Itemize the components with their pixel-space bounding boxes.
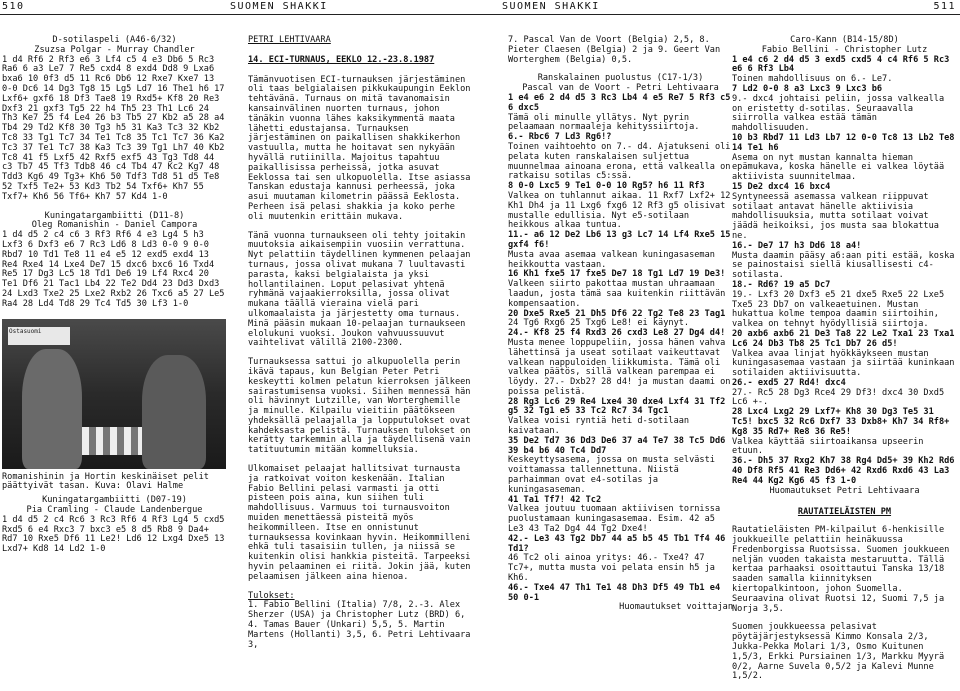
game-comment: 46 Tc2 oli ainoa yritys: 46.- Txe4? 47 Tc7+, mutta musta voi pelata ensin h5 ja Kh6. xyxy=(508,553,715,584)
game-comment: Asema on nyt mustan kannalta hieman epämukava, koska hänelle ei valkea löytää aktiivista suunnitelmaa. xyxy=(732,152,945,183)
game-comment: 9.- dxc4 johtaisi peliin, jossa valkealla on eristetty d-sotilas. Seuraavalla siirrolla valkea estää tämän mahdollisuuden. xyxy=(732,93,945,134)
article-paragraph: Suomen joukkueessa pelasivat pöytäjärjestyksessä Kimmo Konsala 2/3, Jukka-Pekka Molari 1/3, Osmo Kuitunen 1,5/3, Erkki Pursiainen 1/3, Markku Myyrä 0/2, Aarne Suvela 0,5/2 ja Kalevi Munne 1,5/2. xyxy=(732,622,950,682)
game-players: Pia Cramling - Claude Landenbergue xyxy=(26,504,203,515)
results-line: 4. Tamas Bauer (Unkari) 5,5, 5. Martin Martens (Hollanti) 3,5, 6. Petri Lehtivaara 3, xyxy=(248,620,471,650)
results-heading: Tulokset: xyxy=(248,590,295,601)
game-title: Ranskalainen puolustus (C17-1/3) xyxy=(537,73,704,84)
page-number: 510 xyxy=(2,1,25,12)
game-moves: 15 De2 dxc4 16 bxc4 xyxy=(732,181,831,192)
section-heading: RAUTATIELÄISTEN PM xyxy=(797,507,892,518)
photo-credit: Kuva: Olavi Halme xyxy=(95,481,184,492)
article-paragraph: Rautatieläisten PM-kilpailut 6-henkisille joukkueille pelattiin heinäkuussa Fredenborgissa Ruotsissa. Suomen joukkueen neljän vuoden takaista mestaruutta. Tällä kertaa parhaaksi osoittautui Tanska 13/18 saaden samalla kiinnityksen kiertopalkintoon, johon Suomella. Seuraavina olivat Ruotsi 12, Suomi 7,5 ja Norja 3,5. xyxy=(732,525,955,614)
game-title: D-sotilaspeli (A46-6/32) xyxy=(52,35,177,45)
right-page xyxy=(480,0,960,690)
game-comment: Valkea voisi ryntiä heti d-sotilaan kaivataan. xyxy=(508,416,690,437)
game-moves: 41 Ta1 Tf7! 42 Tc2 xyxy=(508,494,602,505)
game-comment: Valkea on tuhlannut aikaa. 11 Rxf7 Lxf2+ 12 Kh1 Dh4 ja 11 Lxg6 fxg6 12 Rf3 g5 olisivat mustalle edullisia. Nyt e5-sotilaan heikkous alkaa tuntua. xyxy=(508,190,731,231)
game-moves: 16 Kh1 fxe5 17 fxe5 De7 18 Tg1 Ld7 19 De3! xyxy=(508,269,726,280)
article-paragraph: Ulkomaiset pelaajat hallitsivat turnausta ja ratkoivat voiton keskenään. Italian Fabio Bellini pelasi varmasti ja otti pisteen pois aina, kun siihen tuli mahdollisuus. Varmuus toi turnausvoiton muiden menettäessä pisteitä myös heikommilleen. Itse en onnistunut turnauksessa kovinkaan hyvin. Heikommilleni ehkä tuli tasaisiin tullen, ja niissä se kuitenkin olisi hankkia pisteitä. Tarpeeksi hyvin pelaaminen ei riitä. Jokin jää, kuten pelaamisen jälkeen aina hienoa. xyxy=(248,464,476,582)
article-paragraph: Tämänvuotisen ECI-turnauksen järjestäminen oli taas belgialaisen pikkukaupungin Eeklon tehtävänä. Turnaus on mitä tavanomaisin kansainvälinen nuorten turnaus, johon tänäkin vuonna lähes kaksikymmentä maata lähetti edustajansa. Turnauksen järjestäminen on paikallisen shakkikerhon vastuulla, mutta he hoitavat sen nykyään hyvällä rutiinilla. Majoitus tapahtuu paikallisissa perheissä, jotka asuvat Eeklossa tai sen ulkopuolella. Itse asiassa Tanskan edustaja kannusi perheessä, joka asui muutaman kilometrin päässä Eeklosta. Perheen isä pelasi shakkia ja koko perhe oli muutenkin erittäin mukava. xyxy=(248,74,476,222)
column-4 xyxy=(732,36,957,691)
game-title: Kuningatargambiitti (D07-19) xyxy=(42,495,187,506)
game-players: Zsuzsa Polgar - Murray Chandler xyxy=(34,44,195,55)
chessboard xyxy=(82,427,142,455)
game-comment: Toinen mahdollisuus on 6.- Le7. xyxy=(732,74,893,85)
running-title: SUOMEN SHAKKI xyxy=(230,1,328,12)
game-moves: 11.- a6 12 De2 Lb6 13 g3 Lc7 14 Lf4 Rxe5 15 gxf4 f6! xyxy=(508,230,731,250)
game-moves: 8 0-0 Lxc5 9 Te1 0-0 10 Rg5? h6 11 Rf3 xyxy=(508,181,705,192)
photo-sign: Ostasuomi xyxy=(8,327,70,345)
game-comment: Toinen vaihtoehto on 7.- d4. Ajatukseni oli pelata kuten ranskalaisen suljettua muunnelmaa ainoana erona, että valkealla on ratkaisu sotilas c5:ssä. xyxy=(508,141,731,182)
results-line: 1. Fabio Bellini (Italia) 7/8, 2.-3. Alex Sherzer (USA) ja Christopher Lutz (BRD) 6, xyxy=(248,600,466,621)
player-figure xyxy=(22,349,82,469)
game-moves: 20 axb6 axb6 21 De3 Ta8 22 Le2 Txa1 23 Txa1 Lc6 24 Db3 Tb8 25 Tc1 Db7 26 d5! xyxy=(732,328,955,349)
game-comment: Syntyneessä asemassa valkean riippuvat sotilaat antavat hänelle aktiivisia mahdollisuuksia, mutta sotilaat voivat jäädä heikoiksi, jos musta saa blokattua ne. xyxy=(732,191,939,241)
running-title: SUOMEN SHAKKI xyxy=(502,1,600,12)
annotator-credit: Huomautukset Petri Lehtivaara xyxy=(769,485,920,496)
tournament-photo xyxy=(2,319,226,469)
game-moves: 28 Lxc4 Lxg2 29 Lxf7+ Kh8 30 Dg3 Te5 31 Tc5! bxc5 32 Rc6 Dxf7 33 Dxb8+ Kh7 34 Rf8+ Kg8 35 Rd7+ Re8 36 Re5! xyxy=(732,407,950,437)
game-moves: 6.- Rbc6 7 Ld3 Rg6!? xyxy=(508,132,612,143)
game-comment: Musta menee loppupeliin, jossa hänen vahva lähettinsä ja useat sotilaat vaikeuttavat valkean nappuloiden liikkumista. Tämä oli valkea päätös, sillä valkean parempaa ei löydy. 27.- Dxb2? 28 d4! ja mustan daami on poissa pelistä. xyxy=(508,337,731,397)
game-moves: 7 Ld2 0-0 8 a3 Lxc3 9 Lxc3 b6 xyxy=(732,83,883,94)
game-moves: 16.- De7 17 h3 Dd6 18 a4! xyxy=(732,240,862,251)
page-header xyxy=(0,0,480,16)
column-1 xyxy=(2,35,230,564)
game-moves: 24.- Kf8 25 f4 Rxd3 26 cxd3 Le8 27 Dg4 d4! xyxy=(508,328,726,339)
game-comment: Musta daamin pääsy a6:aan piti estää, koska se painostaisi siellä kiusallisesti c4-sotilasta. xyxy=(732,250,955,281)
game-title: Kuningatargambiitti (D11-8) xyxy=(44,210,185,221)
header-rule xyxy=(480,14,960,15)
game-moves: 1 e4 e6 2 d4 d5 3 Rc3 Lb4 4 e5 Re7 5 Rf3 c5 6 dxc5 xyxy=(508,92,731,113)
game-comment: Tämä oli minulle yllätys. Nyt pyrin pelaamaan normaaleja kehityssiirtoja. xyxy=(508,112,700,133)
article-paragraph: Turnauksessa sattui jo alkupuolella perin ikävä tapaus, kun Belgian Peter Petri keskeytti kolmen pelatun kierroksen jälkeen sairastumisensa vuoksi. Siihen mennessä hän oli hävinnyt Lutzille, van Worterghemille ja minulle. Kilpailu vieitiin päätökseen yhdeksällä pelaajalla ja lopputulokset ovat kahdeksasta pelistä. Turnauksen tulokset on kerätty tarkemmin alla ja täydellisenä vain tatituutumin mitään kommelluksia. xyxy=(248,357,476,456)
annotator-credit: Huomautukset voittajan xyxy=(619,602,733,613)
game-comment: 27.- Rc5 28 Dg3 Rce4 29 Df3! dxc4 30 Dxd5 Lc6 +-. xyxy=(732,387,945,408)
section-heading: PETRI LEHTIVAARA xyxy=(248,35,331,45)
game-moves: 28 Rg3 Lc6 29 Re4 Lxe4 30 dxe4 Lxf4 31 Tf2 g5 32 Tg1 e5 33 Tc2 Rc7 34 Tgc1 xyxy=(508,396,726,417)
game-moves: 20 Dxe5 Rxe5 21 Dh5 Df6 22 Tg2 Te8 23 Tag1 xyxy=(508,308,726,319)
game-comment: 19.- Lxf3 20 Dxf3 e5 21 dxe5 Rxe5 22 Lxe5 Txe5 23 Db7 on valkeaetuinen. Mustan hukattua kolme tempoa daamin siirtoihin, valkea on tehnyt hyödyllisiä siirtoja. xyxy=(732,289,945,330)
page-number: 511 xyxy=(933,1,956,12)
game-moves: 46.- Txe4 47 Th1 Te1 48 Dh3 Df5 49 Tb1 e4 50 0-1 xyxy=(508,582,721,603)
game-comment: Keskeyttysasema, jossa on musta selvästi voittamassa tallennettuna. Niistä parhaimman ovat e4-sotilas ja kuningasaseman. xyxy=(508,455,715,495)
game-moves: 26.- exd5 27 Rd4! dxc4 xyxy=(732,377,846,388)
left-page xyxy=(0,0,480,690)
game-comment: Valkea joutuu tuomaan aktiivisen tornissa puolustamaan kuningasasemaa. Esim. 42 a5 Le3 43 Ta2 Dg4 44 Tg2 Dxe4! xyxy=(508,504,721,535)
results-continuation: 7. Pascal Van de Voort (Belgia) 2,5, 8. Pieter Claesen (Belgia) 2 ja 9. Geert Van Worterghem (Belgia) 0,5. xyxy=(508,35,726,65)
game-comment: Valkea käyttää siirtoaikansa upseerin etuun. xyxy=(732,436,924,457)
column-3 xyxy=(508,36,733,613)
game-moves: 42.- Le3 43 Tg2 Db7 44 a5 b5 45 Tb1 Tf4 46 Td1? xyxy=(508,533,726,554)
game-comment: Valkea avaa linjat hyökkäykseen mustan kuningasasemaa vastaan ja siirtää kuninkaan sotilaiden aktiivisuutta. xyxy=(732,348,955,379)
game-moves: 1 e4 c6 2 d4 d5 3 exd5 cxd5 4 c4 Rf6 5 Rc3 e6 6 Rf3 Lb4 xyxy=(732,54,950,75)
game-title: Caro-Kann (B14-15/8D) xyxy=(790,35,899,45)
column-2 xyxy=(248,35,476,650)
article-title: 14. ECI-TURNAUS, EEKLO 12.-23.8.1987 xyxy=(248,54,435,65)
game-moves: 1 d4 d5 2 c4 c6 3 Rf3 Rf6 4 e3 Lg4 5 h3 Lxf3 6 Dxf3 e6 7 Rc3 Ld6 8 Ld3 0-0 9 0-0 Rbd7 10 Td1 Te8 11 e4 e5 12 exd5 exd4 13 Re4 Rxe4 14 Lxe4 De7 15 dxc6 bxc6 16 Txd4 Re5 17 Dg3 Lc5 18 Td1 De6 19 Lf4 Rxc4 20 Te1 Df6 21 Tac1 Lb4 22 Te2 Dd4 23 Dd3 Dxd3 24 Lxd3 Txe2 25 Lxe2 Rxb2 26 Txc6 a5 27 Le5 Ra4 28 Ld4 Td8 29 Tc4 Td5 30 Lf3 1-0 xyxy=(2,230,230,309)
game-moves: 18.- Rd6? 19 a5 Dc7 xyxy=(732,279,831,290)
game-moves: 1 d4 Rf6 2 Rf3 e6 3 Lf4 c5 4 e3 Db6 5 Rc3 Ra6 6 a3 Le7 7 Re5 cxd4 8 exd4 Dd8 9 Lxa6 bxa6 10 0f3 d5 11 Rc6 Db6 12 Rxe7 Kxe7 13 0-0 Dc6 14 Dg3 Tg8 15 Lg5 Ld7 16 The1 h6 17 Lxf6+ gxf6 18 Df3 Tae8 19 Rxd5+ Kf8 20 Re3 Dxf3 21 gxf3 Tg5 22 h4 Th5 23 Th1 Lc6 24 Th3 Ke7 25 f4 Le4 26 b3 Tb5 27 Kb2 a5 28 a4 Tb4 29 Td2 Kf8 30 Tg3 h5 31 Ka3 Tc3 32 Kb2 Tc8 33 Tg1 Tc7 34 Te1 Tc8 35 Tc1 Tc7 36 Ka2 Tc3 37 Te1 Tc7 38 Ka3 Tc3 39 Tg1 Lh7 40 Kb2 Tc8 41 f5 Lxf5 42 Rxf5 exf5 43 Tg3 Td8 44 c3 Tb7 45 Tf3 Tdb8 46 c4 Tb4 47 Kc2 Kg7 48 Tdd3 Kg6 49 Tg3+ Kh6 50 Tdf3 Td8 51 d5 Te8 52 Txf5 Te2+ 53 Kd3 Tb2 54 Txf6+ Kh7 55 Txf7+ Kh6 56 Tf6+ Kh7 57 Kd4 1-0 xyxy=(2,54,230,202)
article-paragraph: Tänä vuonna turnaukseen oli tehty joitakin muutoksia aikaisempiin vuosiin verrattuna. Nyt pelattiin täydellinen kymmenen pelaajan turnaus, jossa olivat mukana 7 luultavasti parasta, kaksi belgialaista ja yksi hollantilainen. Loput pelasivat yhtenä ryhmänä vajaakierroksilla, jossa olivat mukana täällä vieraina vielä pari ulkomaalaista ja järjestetty oma turnaus. Minä pääsin mukaan 10-pelaajan turnaukseen elolukuni vuoksi. Joukon vahvuussuuvut vaihtelivat välillä 2100-2300. xyxy=(248,230,476,349)
game-moves: 1 d4 d5 2 c4 Rc6 3 Rc3 Rf6 4 Rf3 Lg4 5 cxd5 Rxd5 6 e4 Rxc3 7 bxc3 e5 8 d5 Rb8 9 Da4+ Rd7 10 Rxe5 Df6 11 Le2! Ld6 12 Lxg4 Dxe5 13 Lxd7+ Kd8 14 Ld2 1-0 xyxy=(2,514,230,555)
game-players: Pascal van de Voort - Petri Lehtivaara xyxy=(522,83,719,94)
game-players: Fabio Bellini - Christopher Lutz xyxy=(761,44,928,55)
game-comment: Musta avaa asemaa valkean kuningasaseman heikkoutta vastaan. xyxy=(508,249,715,270)
player-figure xyxy=(142,355,206,469)
game-moves: 35 De2 Td7 36 Dd3 De6 37 a4 Te7 38 Tc5 Dd6 39 b4 b6 40 Tc4 Dd7 xyxy=(508,435,726,456)
game-moves: 36.- Dh5 37 Rxg2 Kh7 38 Rg4 Dd5+ 39 Kh2 Rd6 40 Df8 Rf5 41 Re3 Dd6+ 42 Rxd6 Rxd6 43 La3 Re4 44 Kg2 Kg6 45 f3 1-0 xyxy=(732,456,955,486)
page-header xyxy=(480,0,960,16)
game-comment: Valkeen siirto pakottaa mustan uhraamaan laadun, josta tämä saa kuitenkin riittävän kompensaation. xyxy=(508,279,726,309)
photo-caption: Romanishinin ja Hortin keskinäiset pelit päättyivät tasan. Kuva: Olavi Halme xyxy=(2,471,215,492)
game-players: Oleg Romanishin - Daniel Campora xyxy=(31,220,198,231)
game-moves: 10 b3 Rbd7 11 Ld3 Lb7 12 0-0 Tc8 13 Lb2 Te8 14 Te1 h6 xyxy=(732,132,955,153)
game-moves: 24 Tg6 Rxg6 25 Txg6 Le8! ei käynyt. xyxy=(508,318,690,329)
header-rule xyxy=(0,14,480,15)
